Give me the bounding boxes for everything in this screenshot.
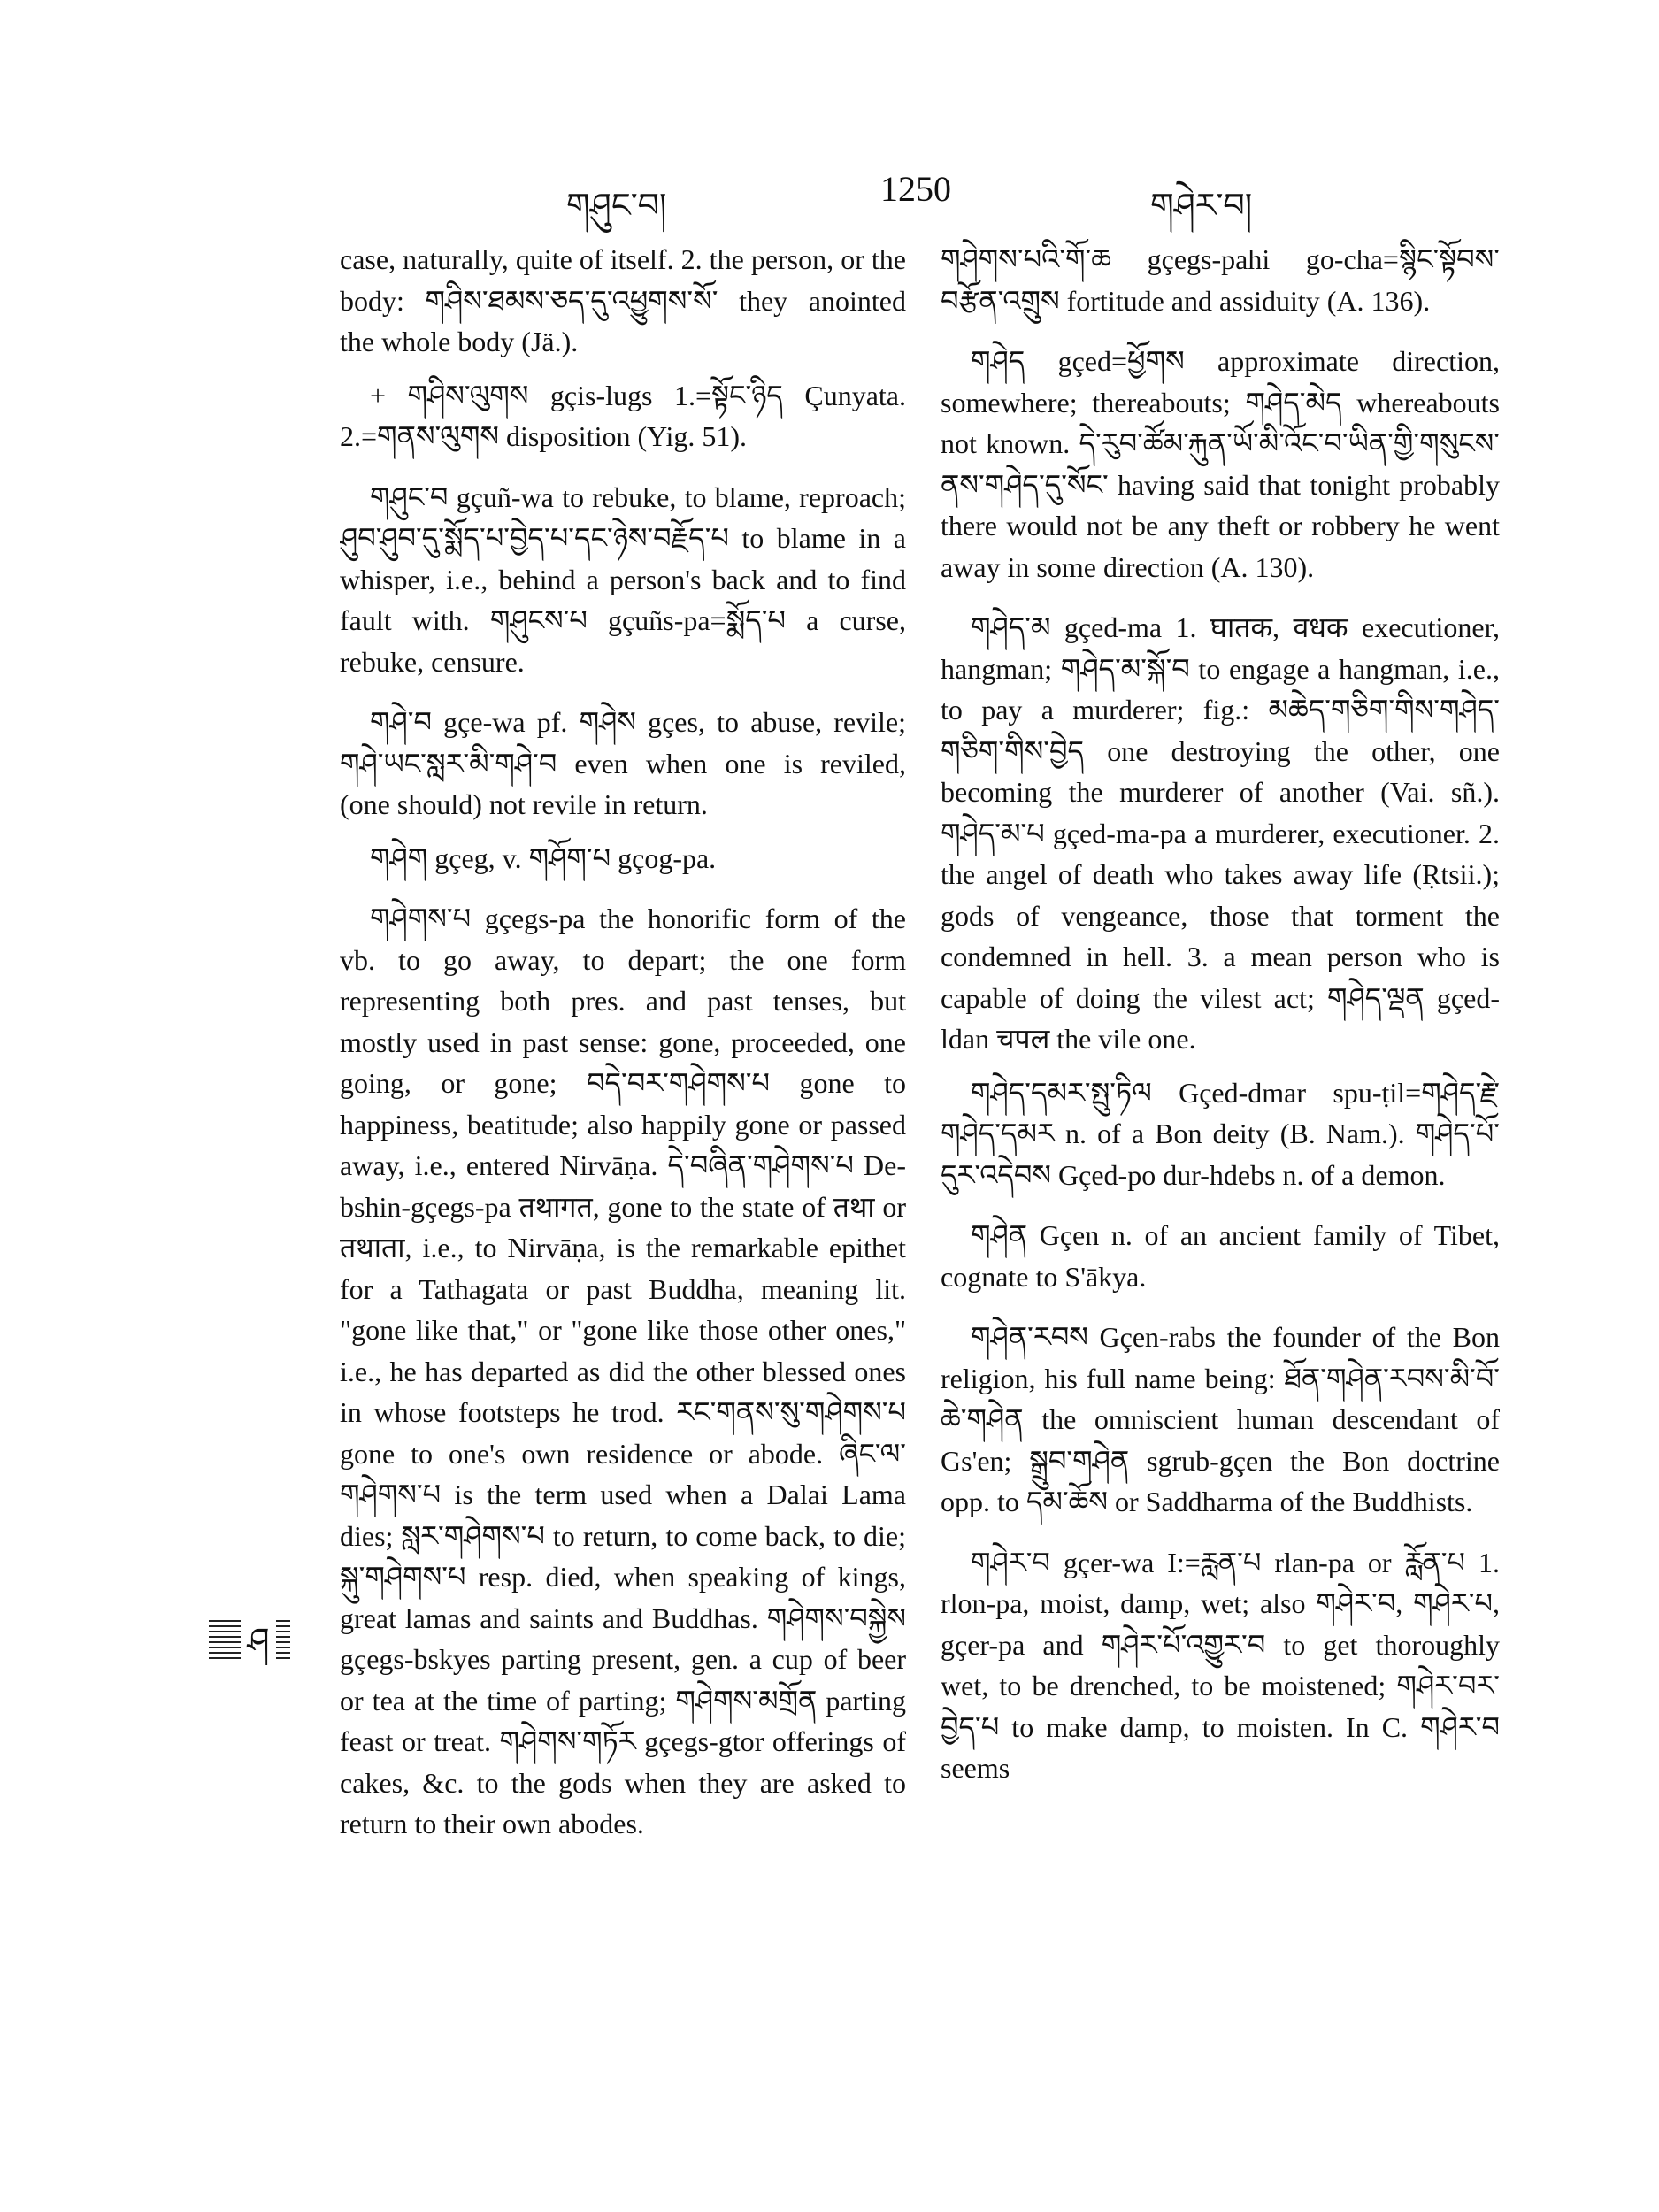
entry-gce-wa: གཤེ་བ gçe-wa pf. གཤེས gçes, to abuse, revile; གཤེ་ཡང་སླར་མི་གཤེ་བ even when one is reviled, (one should) not revile in return.: [340, 706, 906, 820]
entry-gcen: གཤེན Gçen n. of an ancient family of Tibet, cognate to S'ākya.: [941, 1219, 1500, 1293]
entry-gced-dmar: གཤེད་དམར་སྤུ་ཏིལ Gçed-dmar spu-ṭil=གཤེད་རྗེ་གཤེད་དམར n. of a Bon deity (B. Nam.). གཤེད་པོ་དུར་འདེབས Gçed-po dur-hdebs n. of a demon.: [941, 1076, 1500, 1191]
entry-gcer-wa: གཤེར་བ gçer-wa I:=རླན་པ rlan-pa or རློན་པ 1. rlon-pa, moist, damp, wet; also གཤེར་བ, གཤེར་པ, gçer-pa and གཤེར་པོ་འགྱུར་བ to get thoroughly wet, to be drenched, to be moistened; གཤེར་བར་བྱེད་པ to make damp, to moisten. In C. གཤེར་བ seems: [941, 1546, 1500, 1784]
header-left-tibetan: གཤུང་བ།: [566, 186, 667, 225]
page-header: [0, 168, 1659, 225]
thumb-index-letter: ཤ: [247, 1621, 270, 1662]
entry-gcen-rabs: གཤེན་རབས Gçen-rabs the founder of the Bon religion, his full name being: ཐོན་གཤེན་རབས་མི་བོ་ཆེ་གཤེན the omniscient human descendant of Gs'en; སྒྲུབ་གཤེན sgrub-gçen the Bon doctrine opp. to དམ་ཆོས or Saddharma of the Buddhists.: [941, 1321, 1500, 1517]
entry-gced-ma: གཤེད་མ gçed-ma 1. घातक, वधक executioner, hangman; གཤེད་མ་སྐོ་བ to engage a hangman, i.e., to pay a murderer; fig.: མཆེད་གཅིག་གིས་གཤེད་གཅིག་གིས་བྱེད one destroying the other, one becoming the murderer of another (Vai. sñ.). གཤེད་མ་པ gçed-ma-pa a murderer, executioner. 2. the angel of death who takes away life (Ṛtsii.); gods of vengeance, those that torment the condemned in hell. 3. a mean person who is capable of doing the vilest act; གཤེད་ལྡན gçed-ldan चपल the vile one.: [941, 611, 1500, 1055]
right-column: [941, 239, 1500, 2026]
margin-thumb-index: [205, 1616, 294, 1665]
entry-gcegs-pa: གཤེགས་པ gçegs-pa the honorific form of the vb. to go away, to depart; the one form representing both pres. and past tenses, but mostly used in past sense: gone, proceeded, one going, or gone; བདེ་བར་གཤེགས་པ gone to happiness, beatitude; also happily gone or passed away, i.e., entered Nirvāṇa. དེ་བཞིན་གཤེགས་པ De-bshin-gçegs-pa तथागत, gone to the state of तथा or तथाता, i.e., to Nirvāṇa, is the remarkable epithet for a Tathagata or past Buddha, meaning lit. "gone like that," or "gone like those other ones," i.e., he has departed as did the other blessed ones in whose footsteps he trod. རང་གནས་སུ་གཤེགས་པ gone to one's own residence or abode. ཞིང་ལ་གཤེགས་པ is the term used when a Dalai Lama dies; སླར་གཤེགས་པ to return, to come back, to die; སྐུ་གཤེགས་པ resp. died, when speaking of kings, great lamas and saints and Buddhas. གཤེགས་བསྐྱེས gçegs-bskyes parting present, gen. a cup of beer or tea at the time of parting; གཤེགས་མགྲོན parting feast or treat. གཤེགས་གཏོར gçegs-gtor offerings of cakes, &c. to the gods when they are asked to return to their own abodes.: [340, 902, 906, 1839]
header-right-tibetan: གཤེར་བ།: [1150, 186, 1253, 225]
entry-gcis-lugs: + གཤིས་ལུགས gçis-lugs 1.=སྟོང་ཉིད Çunyata. 2.=གནས་ལུགས disposition (Yig. 51).: [340, 379, 906, 452]
thumb-index-lines-icon: [205, 1616, 294, 1665]
right-para-continuation: གཤེགས་པའི་གོ་ཆ gçegs-pahi go-cha=སྙིང་སྟོབས་བརྩོན་འགྲུས fortitude and assiduity (A. 136).: [941, 243, 1500, 317]
page-number: 1250: [880, 169, 951, 209]
entry-gcun-wa: གཤུང་བ gçuñ-wa to rebuke, to blame, reproach; ཤུབ་ཤུབ་དུ་སྨོད་པ་བྱེད་པ་དང་ཉེས་བརྗོད་པ to blame in a whisper, i.e., behind a person's back and to find fault with. གཤུངས་པ gçuñs-pa=སྨོད་པ a curse, rebuke, censure.: [340, 480, 906, 678]
left-column: [340, 239, 906, 2026]
left-para-continuation: case, naturally, quite of itself. 2. the person, or the body: གཤིས་ཐམས་ཅད་དུ་འཕྱུགས་སོ་ they anointed the whole body (Jä.).: [340, 243, 906, 357]
entry-gced: གཤེད gçed=ཕྱོགས approximate direction, somewhere; thereabouts; གཤེད་མེད whereabouts not known. དེ་རུབ་ཚོམ་རྐུན་ཡོ་མི་འོང་བ་ཡིན་གྱི་གསུངས་ནས་གཤེད་དུ་སོང་ having said that tonight probably there would not be any theft or robbery he went away in some direction (A. 130).: [941, 345, 1500, 583]
entry-gceg: གཤེག gçeg, v. གཤོག་པ gçog-pa.: [370, 841, 717, 874]
